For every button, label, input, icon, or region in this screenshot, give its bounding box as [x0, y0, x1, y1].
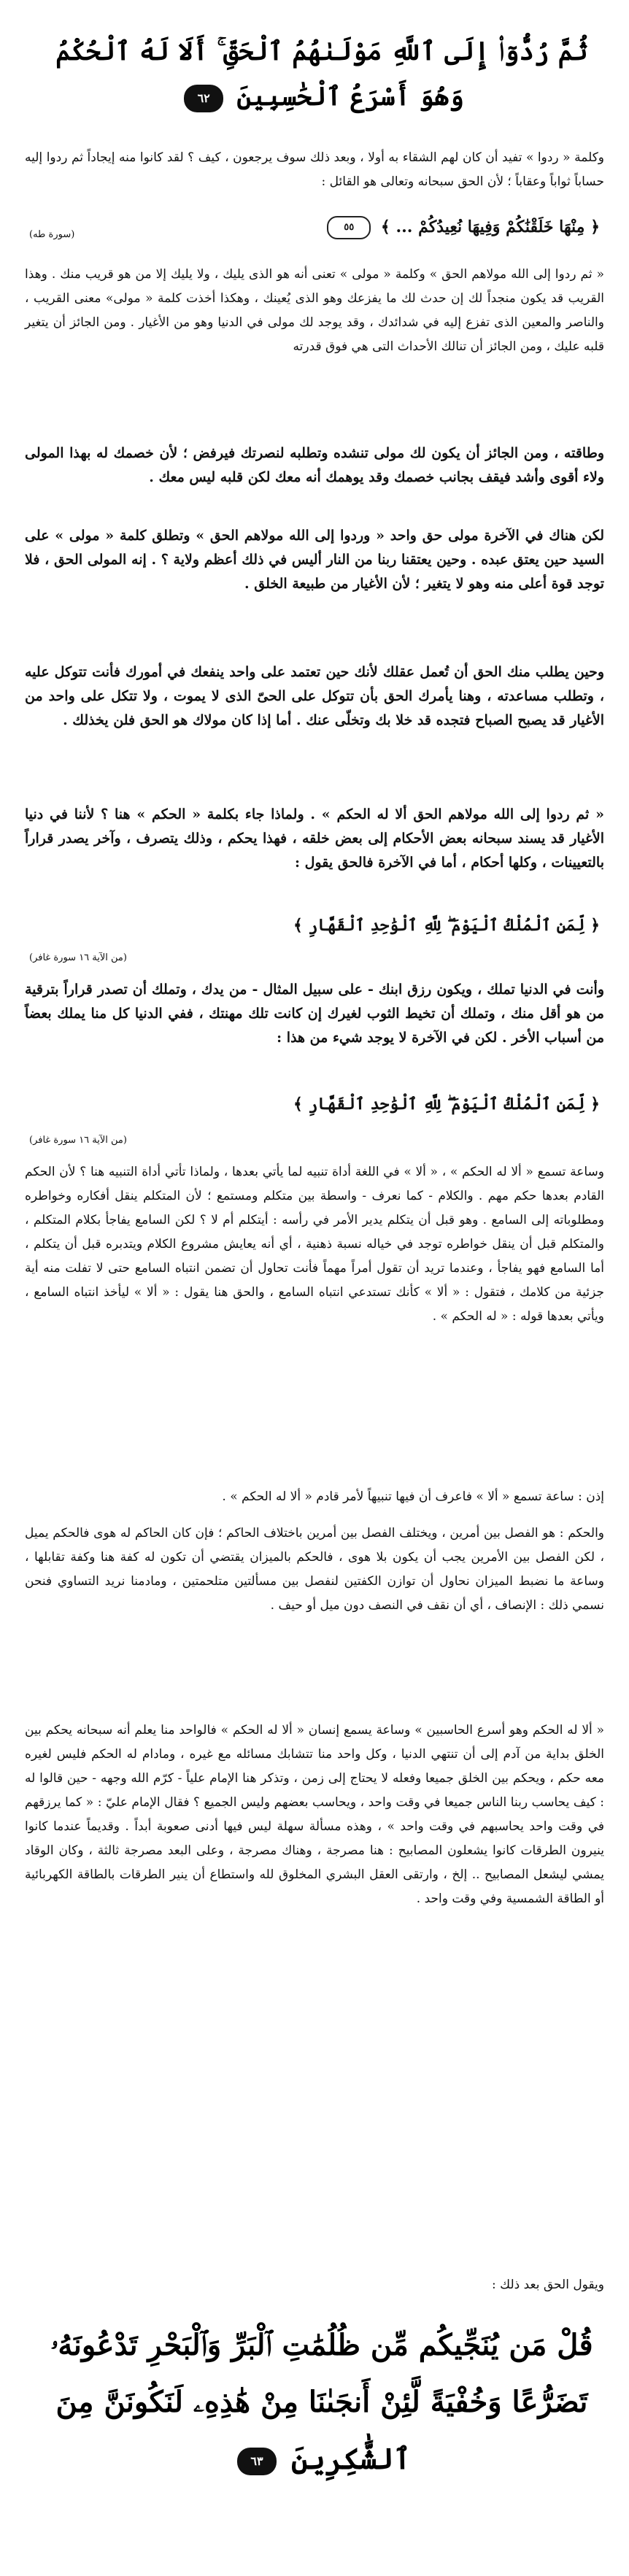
verse-line: تَضَرُّعًا وَخُفْيَةً لَّئِنْ أَنجَىٰنَا مِنْ هَٰذِهِۦ لَنَكُونَنَّ مِنَ: [55, 2385, 588, 2419]
verse-citation: (من الآية ١٦ سورة غافر): [29, 952, 127, 963]
verse-line: ٱلشَّٰكِرِينَ ٦٣: [44, 2431, 600, 2488]
ayah-number-badge: ٦٢: [184, 85, 223, 112]
verse-citation: (من الآية ١٦ سورة غافر): [29, 1135, 127, 1146]
quran-verse-bottom: [44, 2317, 600, 2488]
paragraph: ويقول الحق بعد ذلك :: [491, 2278, 604, 2292]
paragraph: وحين يطلب منك الحق أن تُعمل عقلك لأنك حين تعتمد على واحد ينفعك في أمورك فأنت تتوكل عليه ، وتطلب مساعدته ، وهنا يأمرك الحق بأن تتوكل على الحىّ الذى لا يموت ، ولا تتكل على واحد من الأغيار قد يصبح الصباح فتجده قد خلا بك وتخلّى عنك . أما إذا كان مولاك هو الحق فلن يخذلك .: [25, 664, 604, 728]
quoted-verse: ﴿ لِّمَنِ ٱلْمُلْكُ ٱلْيَوْمَ ۖ لِلَّهِ ٱلْوَٰحِدِ ٱلْقَهَّارِ ﴾: [293, 1095, 600, 1114]
paragraph: وكلمة « ردوا » تفيد أن كان لهم الشقاء به أولا ، وبعد ذلك سوف يرجعون ، كيف ؟ لقد كانوا منه إيجاداً ثم ردوا إليه حساباً ثواباً وعقاباً ؛ لأن الحق سبحانه وتعالى هو القائل :: [25, 150, 604, 189]
paragraph: « ثم ردوا إلى الله مولاهم الحق ألا له الحكم » . ولماذا جاء بكلمة « الحكم » هنا ؟ لأننا في دنيا الأغيار قد يسند سبحانه بعض الأحكام إلى بعض خلقه ، فهذا يحكم ، وذلك يتصرف ، وآخر يصدر قراراً بالتعيينات ، وكلها أحكام ، أما في الآخرة فالحق يقول :: [25, 806, 604, 871]
paragraph: « ألا له الحكم وهو أسرع الحاسبين » وساعة يسمع إنسان « ألا له الحكم » فالواحد منا يعلم أنه سبحانه يحكم بين الخلق بداية من آدم إلى أن تنتهي الدنيا ، وكل واحد منا تتشابك مسائله مع غيره ، ومادام له الحكم فليس لغيره معه حكم ، ويحكم بين الخلق جميعا وفعله لا يحتاج إلى زمن ، وتذكر هنا الإمام علياً - كرّم الله وجهه - حين قالوا له : كيف يحاسب ربنا الناس جميعا في وقت واحد ، ويحاسب بعضهم وليس الجميع ؟ فقال الإمام عليّ : « كما يرزقهم في وقت واحد يحاسبهم في وقت واحد » ، وهذه مسألة سهلة ليس فيها أدنى صعوبة أبداً . وقديماً عندما كانوا ينيرون الطرقات كانوا يشعلون المصابيح : هنا مصرجة ، وهناك مصرجة ، وعلى البعد مصرجة ثالثة ، وكان الوقاد يمشي ليشعل المصابيح .. إلخ ، وارتقى العقل البشري المخلوق لله واستطاع أن ينير الطرقات بالطاقة الكهربائية أو الطاقة الشمسية وفي وقت واحد .: [25, 1723, 605, 1906]
quran-verse-top: [44, 29, 600, 120]
ayah-number-badge: ٥٥: [327, 216, 371, 239]
paragraph: لكن هناك في الآخرة مولى حق واحد « وردوا إلى الله مولاهم الحق » وتطلق كلمة « مولى » على السيد حين يعتق عبده . وحين يعتقنا ربنا من النار أليس في ذلك أعظم ولاية ؟ . إنه المولى الحق ، فلا توجد قوة أعلى منه وهو لا يتغير ؛ لأن الأغيار من طبيعة الخلق .: [25, 528, 604, 592]
verse-line: قُلْ مَن يُنَجِّيكُم مِّن ظُلُمَٰتِ ٱلْبَرِّ وَٱلْبَحْرِ تَدْعُونَهُۥ: [50, 2328, 593, 2362]
verse-line: ثُمَّ رُدُّوٓا۟ إِلَى ٱللَّهِ مَوْلَىٰهُمُ ٱلْحَقِّ ۚ أَلَا لَهُ ٱلْحُكْمُ: [55, 36, 588, 66]
paragraph: وساعة تسمع « ألا له الحكم » ، « ألا » في اللغة أداة تنبيه لما يأتي بعدها ، ولماذا تأتي أداة التنبيه هنا ؟ لأن الحكم القادم بعدها حكم مهم . والكلام - كما نعرف - واسطة بين متكلم ومستمع ؛ لأن المتكلم ينقل أفكاره وخواطره ومطلوباته إلى السامع . وهو قبل أن يتكلم يدير الأمر في رأسه : أيتكلم أم لا ؟ لكن السامع يفاجأ بكلام المتكلم ، والمتكلم قبل أن ينقل خواطره توجد في خياله نسبة ذهنية ، أي أنه يعايش مشروع الكلام ويتدبره قبل أن يتكلم ، أما السامع فهو يفاجأ ، وعندما تريد أن تقول أمراً مهماً فأنت تحاول أن تضمن انتباه السامع حتى لا تفلت منه أية جزئية من كلامك ، فتقول : « ألا » كأنك تستدعي انتباه السامع ، والحق هنا يقول : « ألا » ليأخذ انتباه السامع ، ويأتي بعدها قوله : « له الحكم » .: [25, 1165, 604, 1324]
paragraph: إذن : ساعة تسمع « ألا » فاعرف أن فيها تنبيهاً لأمر قادم « ألا له الحكم » .: [222, 1489, 604, 1504]
quoted-verse: ﴿ لِّمَنِ ٱلْمُلْكُ ٱلْيَوْمَ ۖ لِلَّهِ ٱلْوَٰحِدِ ٱلْقَهَّارِ ﴾: [293, 916, 600, 935]
ayah-number-badge: ٦٣: [237, 2448, 277, 2475]
verse-citation: (سورة طه): [29, 229, 75, 240]
paragraph: والحكم : هو الفصل بين أمرين ، ويختلف الفصل بين أمرين باختلاف الحاكم ؛ فإن كان الحاكم له هوى فالحكم يميل ، لكن الفصل بين الأمرين يجب أن يكون بلا هوى ، فالحكم بالميزان يقتضي أن تكون له كفة هنا وكفة تقابلها ، وساعة ما نضبط الميزان نحاول أن توازن الكفتين لنفصل بين مسألتين متلحمتين ، ومادمنا نريد التساوي فنحن نسمي ذلك : الإنصاف ، أي أن نقف في النصف دون ميل أو حيف .: [25, 1526, 604, 1613]
paragraph: « ثم ردوا إلى الله مولاهم الحق » وكلمة « مولى » تعنى أنه هو الذى يليك ، ولا يليك إلا من هو قريب منك . وهذا القريب قد يكون منجداً لك إن حدث لك ما يفزعك وهو الذى يُعينك ، وهكذا أخذت كلمة « مولى» معنى القريب ، والناصر والمعين الذى تفزع إليه في شدائدك ، وقد يوجد لك مولى في الدنيا وهو من الأغيار . ومن الجائز أن يتغير قلبه عليك ، ومن الجائز أن تنالك الأحداث التى هي فوق قدرته: [25, 267, 604, 354]
paragraph: وأنت في الدنيا تملك ، ويكون رزق ابنك - على سبيل المثال - من يدك ، وتملك أن تصدر قراراً بترقية من هو أقل منك ، وتملك أن تخيط الثوب لغيرك إن كانت تلك مهنتك ، ففي الدنيا كل منا يملك بعضاً من أسباب الأخر . لكن في الآخرة لا يوجد شيء من هذا :: [25, 982, 604, 1046]
quoted-verse: ﴿ مِنْهَا خَلَقْنَٰكُمْ وَفِيهَا نُعِيدُكُمْ ... ﴾ ٥٥: [29, 216, 600, 252]
verse-line: وَهُوَ أَسْرَعُ ٱلْحَٰسِبِينَ ٦٢: [44, 74, 600, 120]
paragraph: وطاقته ، ومن الجائز أن يكون لك مولى تنشده وتطلبه لنصرتك فيرفض ؛ لأن خصمك له بهذا المولى ولاء أقوى وأشد فيقف بجانب خصمك وقد يوهمك أنه معك لكن قلبه ليس معك .: [25, 445, 604, 485]
